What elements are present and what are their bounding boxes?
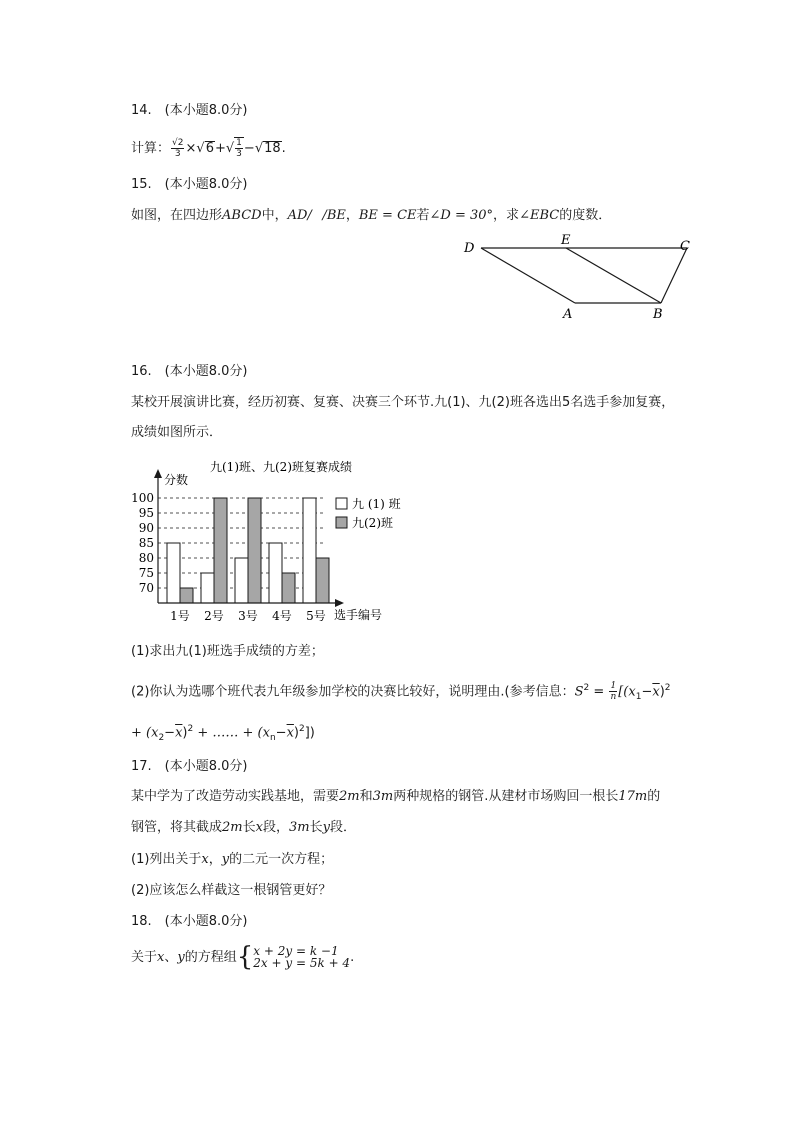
label-b: B — [653, 307, 663, 322]
q17-para2: 钢管，将其截成2m长x段，3m长y段． — [131, 820, 356, 835]
q16-sub1: (1)求出九(1)班选手成绩的方差； — [131, 644, 324, 659]
equation-system: { x + 2y = k −1 2x + y = 5k + 4 — [236, 942, 351, 972]
q18-header: 18. (本小题8.0分) — [131, 914, 248, 929]
bar — [214, 498, 227, 603]
q15-header: 15. (本小题8.0分) — [131, 177, 248, 192]
bar — [316, 558, 329, 603]
y-tick-label: 100 — [131, 491, 154, 505]
segment-eb — [566, 248, 661, 303]
y-tick-label: 80 — [138, 551, 154, 565]
q17-sub2: (2)应该怎么样截这一根钢管更好？ — [131, 883, 332, 898]
x-axis-label: 选手编号 — [334, 608, 383, 622]
x-tick-label: 5号 — [306, 609, 326, 623]
x-tick-label: 3号 — [238, 609, 258, 623]
q17-para1: 某中学为了改造劳动实践基地，需要2m和3m两种规格的钢管.从建材市场购回一根长17m的 — [131, 789, 661, 804]
label-c: C — [680, 239, 690, 254]
label-e: E — [561, 233, 571, 248]
legend-label: 九 (1) 班 — [352, 497, 401, 511]
bar — [269, 543, 282, 603]
label-d: D — [464, 241, 475, 256]
radical-sign: √ — [196, 141, 205, 156]
q14-header: 14. (本小题8.0分) — [131, 103, 248, 118]
y-axis-label: 分数 — [164, 473, 189, 487]
sqrt-one-third: $\frac{1}{3}$ — [236, 138, 242, 159]
bar — [248, 498, 261, 603]
q16-para1: 某校开展演讲比赛，经历初赛、复赛、决赛三个环节.九(1)、九(2)班各选出5名选手参加复赛， — [131, 395, 675, 410]
y-tick-label: 70 — [138, 581, 154, 595]
bar — [167, 543, 180, 603]
bar — [282, 573, 295, 603]
segment-cb — [661, 248, 687, 303]
equation-2: 2x + y = 5k + 4 — [253, 956, 351, 970]
segment-da — [481, 248, 575, 303]
y-tick-label: 75 — [138, 566, 154, 580]
bar — [201, 573, 214, 603]
q16-formula-cont: + $(x_2-\overline{x})^2$ + …… + $(x_n-\overline{x})^2$]) — [131, 724, 315, 743]
x-tick-label: 2号 — [204, 609, 224, 623]
sqrt-18: 18 — [264, 141, 281, 156]
sqrt-6: 6 — [205, 141, 214, 156]
q16-header: 16. (本小题8.0分) — [131, 364, 248, 379]
label-a: A — [563, 307, 573, 322]
q17-header: 17. (本小题8.0分) — [131, 759, 248, 774]
quadrilateral-figure — [455, 232, 700, 324]
chart-title: 九(1)班、九(2)班复赛成绩 — [210, 460, 352, 474]
legend-label: 九(2)班 — [352, 516, 393, 530]
fraction-1-over-n: $\frac{1}{n}$ — [610, 681, 617, 703]
x-axis-arrow — [335, 599, 344, 607]
equation-1: x + 2y = k −1 — [253, 944, 339, 958]
y-axis-arrow — [154, 469, 162, 478]
q14-expression: 计算： $\frac{√2}{3}$ ×√6+√ $\frac{1}{3}$ −√18. — [131, 138, 286, 159]
y-tick-label: 90 — [138, 521, 154, 535]
q15-problem: 如图，在四边形ABCD中，AD/ /BE，BE = CE若∠D = 30°，求∠EBC的度数． — [131, 208, 612, 223]
y-tick-label: 95 — [138, 506, 154, 520]
q18-system: 关于x、y的方程组{ x + 2y = k −1 2x + y = 5k + 4 . — [131, 940, 354, 975]
x-tick-label: 4号 — [272, 609, 292, 623]
fraction-sqrt2-over-3: $\frac{√2}{3}$ — [172, 138, 184, 159]
q16-para2: 成绩如图所示． — [131, 425, 223, 440]
bar — [180, 588, 193, 603]
q16-sub2: (2)你认为选哪个班代表九年级参加学校的决赛比较好，说明理由.(参考信息：$S^2$ = $\frac{1}{n}$ [$(x_1-\overline{x})^2$ — [131, 681, 671, 703]
legend-swatch — [336, 498, 347, 509]
y-tick-label: 85 — [138, 536, 154, 550]
q17-sub1: (1)列出关于x，y的二元一次方程； — [131, 852, 334, 867]
legend-swatch — [336, 517, 347, 528]
x-tick-label: 1号 — [170, 609, 190, 623]
score-bar-chart — [131, 453, 430, 628]
bar — [235, 558, 248, 603]
bar — [303, 498, 316, 603]
calc-label: 计算： — [131, 141, 171, 156]
